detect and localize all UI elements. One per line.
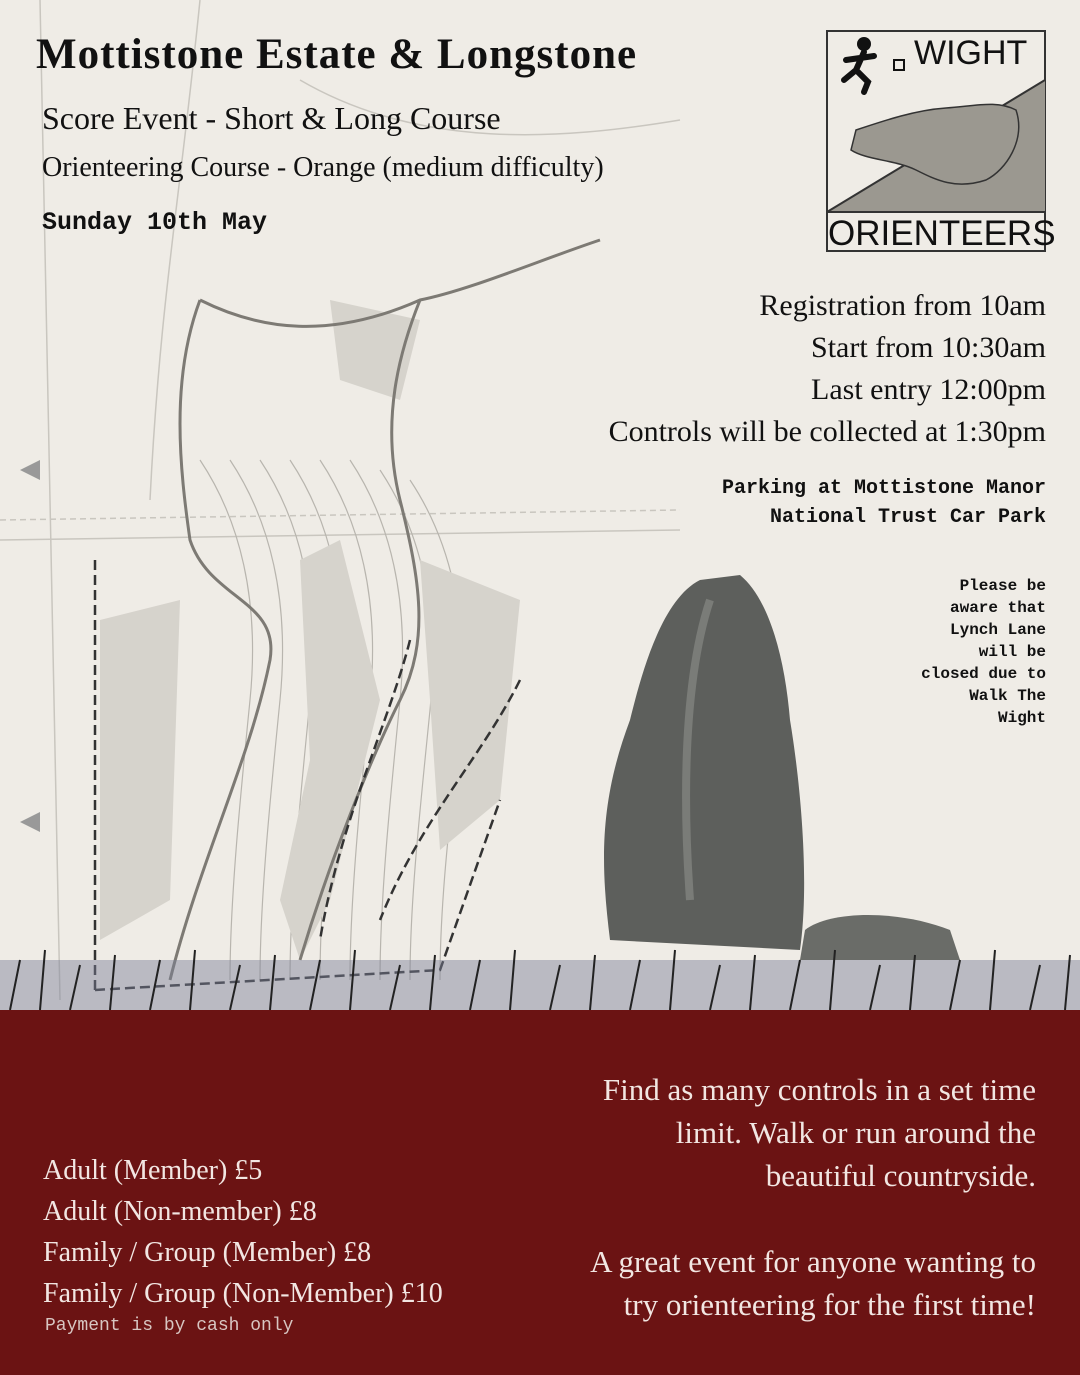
parking-info bbox=[722, 474, 1046, 532]
event-title: Mottistone Estate & Longstone bbox=[36, 31, 638, 78]
description-line: try orienteering for the first time! bbox=[623, 1287, 1036, 1322]
event-description bbox=[516, 1068, 1036, 1326]
logo-text-orienteers: ORIENTEERS bbox=[828, 214, 1056, 253]
notice-line: will be bbox=[978, 643, 1046, 661]
logo-text-wight: WIGHT bbox=[914, 34, 1028, 72]
description-line: limit. Walk or run around the bbox=[675, 1115, 1036, 1150]
payment-note: Payment is by cash only bbox=[45, 1316, 294, 1336]
schedule-line: Registration from 10am bbox=[759, 289, 1046, 322]
description-line: beautiful countryside. bbox=[765, 1158, 1036, 1193]
notice-line: closed due to bbox=[921, 665, 1046, 683]
price-line: Family / Group (Member) £8 bbox=[43, 1237, 372, 1268]
notice-line: Wight bbox=[997, 709, 1046, 727]
notice-line: Please be bbox=[959, 577, 1046, 595]
course-subtitle: Score Event - Short & Long Course bbox=[42, 100, 501, 136]
event-date: Sunday 10th May bbox=[42, 208, 268, 237]
notice-line: Walk The bbox=[969, 687, 1046, 705]
road-closure-notice bbox=[846, 575, 1046, 729]
notice-line: Lynch Lane bbox=[949, 621, 1046, 639]
schedule-line: Start from 10:30am bbox=[811, 331, 1046, 364]
price-list bbox=[43, 1150, 443, 1314]
parking-line: National Trust Car Park bbox=[769, 506, 1046, 529]
price-line: Adult (Non-member) £8 bbox=[43, 1196, 317, 1227]
parking-line: Parking at Mottistone Manor bbox=[721, 477, 1046, 500]
price-line: Family / Group (Non-Member) £10 bbox=[43, 1278, 443, 1309]
difficulty-subtitle: Orienteering Course - Orange (medium difficulty) bbox=[42, 152, 604, 183]
description-spacer bbox=[516, 1197, 1036, 1240]
price-line: Adult (Member) £5 bbox=[43, 1155, 263, 1186]
description-line: Find as many controls in a set time bbox=[602, 1072, 1036, 1107]
schedule-line: Last entry 12:00pm bbox=[811, 373, 1046, 406]
notice-line: aware that bbox=[949, 599, 1046, 617]
schedule-block bbox=[609, 285, 1046, 453]
schedule-line: Controls will be collected at 1:30pm bbox=[608, 415, 1046, 448]
description-line: A great event for anyone wanting to bbox=[590, 1244, 1036, 1279]
